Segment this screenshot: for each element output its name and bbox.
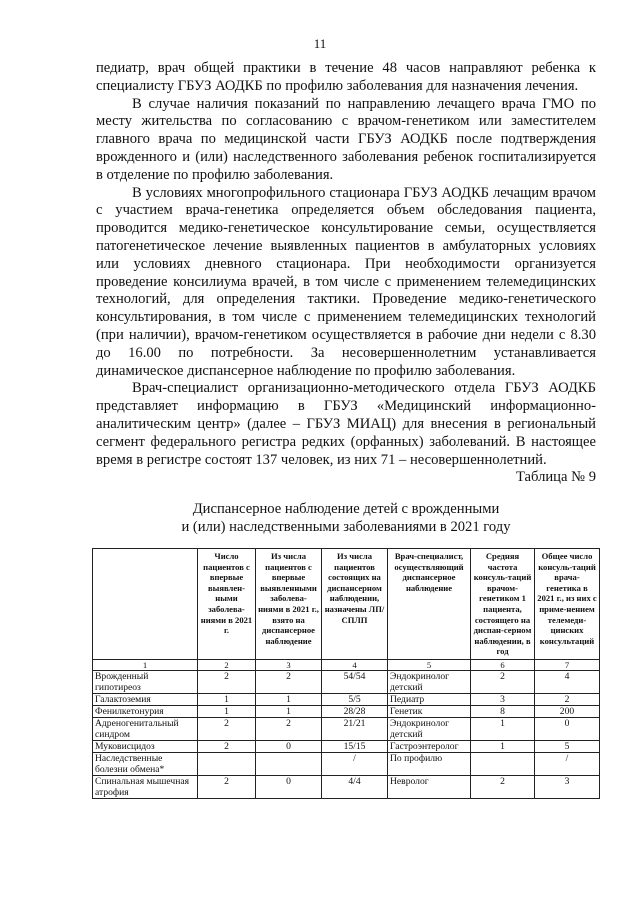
column-number: 3 (256, 659, 322, 670)
table-cell: 1 (198, 693, 256, 705)
table-cell: Гастроэнтеролог (388, 740, 471, 752)
table-caption (96, 500, 596, 536)
table-cell: 4 (535, 670, 600, 693)
table-cell: 2 (471, 670, 535, 693)
table-cell: 1 (256, 693, 322, 705)
table-cell: Врожденный гипотиреоз (93, 670, 198, 693)
table-cell: 2 (535, 693, 600, 705)
table-cell: 1 (198, 705, 256, 717)
table-header-cell: Средняя частота консуль-таций врачом-генетиком 1 пациента, состоящего на диспан-серном наблюдении, в год (471, 549, 535, 660)
table-number: Таблица № 9 (516, 469, 596, 485)
table-row (93, 705, 600, 717)
table-row (93, 717, 600, 740)
paragraph: Врач-специалист организационно-методического отдела ГБУЗ АОДКБ представляет информацию в ГБУЗ «Медицинский информационно-аналитическим центр» (далее – ГБУЗ МИАЦ) для внесения в региональный сегмент федерального регистра редких (орфанных) заболеваний. В настоящее время в регистре состоят 137 человек, из них 71 – несовершеннолетний. (96, 380, 596, 468)
table-row (93, 752, 600, 775)
table-cell: 28/28 (322, 705, 388, 717)
column-number: 7 (535, 659, 600, 670)
table-row (93, 693, 600, 705)
table-row (93, 740, 600, 752)
table-cell: 1 (471, 740, 535, 752)
table-cell: 3 (471, 693, 535, 705)
table-cell: Наследственные болезни обмена* (93, 752, 198, 775)
table-cell: 15/15 (322, 740, 388, 752)
table-cell: 8 (471, 705, 535, 717)
table-cell: 2 (198, 775, 256, 798)
column-number: 4 (322, 659, 388, 670)
table-row (93, 670, 600, 693)
table-cell: Спинальная мышечная атрофия (93, 775, 198, 798)
table-cell: 0 (256, 740, 322, 752)
column-number: 2 (198, 659, 256, 670)
table-cell: 1 (471, 717, 535, 740)
table-cell: 2 (256, 670, 322, 693)
table-cell: 3 (535, 775, 600, 798)
page-number: 11 (313, 36, 327, 51)
table-caption-line: Диспансерное наблюдение детей с врожденными (192, 501, 500, 517)
table-cell: 0 (256, 775, 322, 798)
table-cell: Фенилкетонурия (93, 705, 198, 717)
column-number: 1 (93, 659, 198, 670)
table-cell: 54/54 (322, 670, 388, 693)
table-cell (471, 752, 535, 775)
table-cell: Невролог (388, 775, 471, 798)
table-header-cell (93, 549, 198, 660)
table-header-row (93, 549, 600, 660)
table-cell: 2 (198, 717, 256, 740)
table-cell (198, 752, 256, 775)
table-cell: 1 (256, 705, 322, 717)
table-cell: 2 (471, 775, 535, 798)
table-cell: 4/4 (322, 775, 388, 798)
column-number: 5 (388, 659, 471, 670)
table-cell: Адреногенитальный синдром (93, 717, 198, 740)
table-cell: / (535, 752, 600, 775)
paragraph: В условиях многопрофильного стационара ГБУЗ АОДКБ лечащим врачом с участием врача-генетика определяется объем обследования пациента, проводится медико-генетическое консультирование семьи, осуществляется патогенетическое лечение выявленных пациентов в амбулаторных условиях или условиях дневного стационара. При необходимости организуется проведение консилиума врачей, в том числе с применением телемедицинских технологий, для определения тактики. Проведение медико-генетического консультирования, в том числе с применением телемедицинских технологий (при наличии), врачом-генетиком осуществляется в рабочие дни недели с 8.30 до 16.00 по потребности. За несовершеннолетним устанавливается динамическое диспансерное наблюдение по профилю заболевания. (96, 184, 596, 379)
table-header-cell: Число пациентов с впервые выявлен-ными заболева-ниями в 2021 г. (198, 549, 256, 660)
table-caption-line: и (или) наследственными заболеваниями в 2021 году (181, 519, 511, 535)
table-header-cell: Из числа пациентов с впервые выявленными заболева-ниями в 2021 г., взято на диспансерное наблюдение (256, 549, 322, 660)
table-cell: 2 (198, 740, 256, 752)
dispensary-table-container (92, 548, 599, 799)
table-header-cell: Из числа пациентов состоящих на диспансерном наблюдении, назначены ЛП/СПЛП (322, 549, 388, 660)
column-number: 6 (471, 659, 535, 670)
dispensary-table (92, 548, 600, 799)
paragraph: В случае наличия показаний по направлению лечащего врача ГМО по месту жительства по согласованию с врачом-генетиком или заместителем главного врача по медицинской части ГБУЗ АОДКБ после подтверждения врожденного и (или) наследственного заболевания ребенок госпитализируется в отделение по профилю заболевания. (96, 95, 596, 183)
table-column-number-row (93, 659, 600, 670)
table-cell (256, 752, 322, 775)
table-cell: / (322, 752, 388, 775)
table-cell: 5/5 (322, 693, 388, 705)
table-cell: 5 (535, 740, 600, 752)
paragraph: педиатр, врач общей практики в течение 48 часов направляют ребенка к специалисту ГБУЗ АОДКБ по профилю заболевания для назначения лечения. (96, 60, 596, 94)
table-cell: Педиатр (388, 693, 471, 705)
table-cell: Муковисцидоз (93, 740, 198, 752)
table-cell: Эндокринолог детский (388, 717, 471, 740)
table-cell: 21/21 (322, 717, 388, 740)
table-cell: 200 (535, 705, 600, 717)
table-row (93, 775, 600, 798)
table-cell: Генетик (388, 705, 471, 717)
table-cell: 0 (535, 717, 600, 740)
table-cell: Галактоземия (93, 693, 198, 705)
table-cell: Эндокринолог детский (388, 670, 471, 693)
table-header-cell: Врач-специалист, осуществляющий диспансерное наблюдение (388, 549, 471, 660)
table-header-cell: Общее число консуль-таций врача-генетика в 2021 г., из них с приме-нением телемеди-цинских консультаций (535, 549, 600, 660)
table-cell: По профилю (388, 752, 471, 775)
table-cell: 2 (198, 670, 256, 693)
body-text (96, 60, 596, 469)
table-cell: 2 (256, 717, 322, 740)
